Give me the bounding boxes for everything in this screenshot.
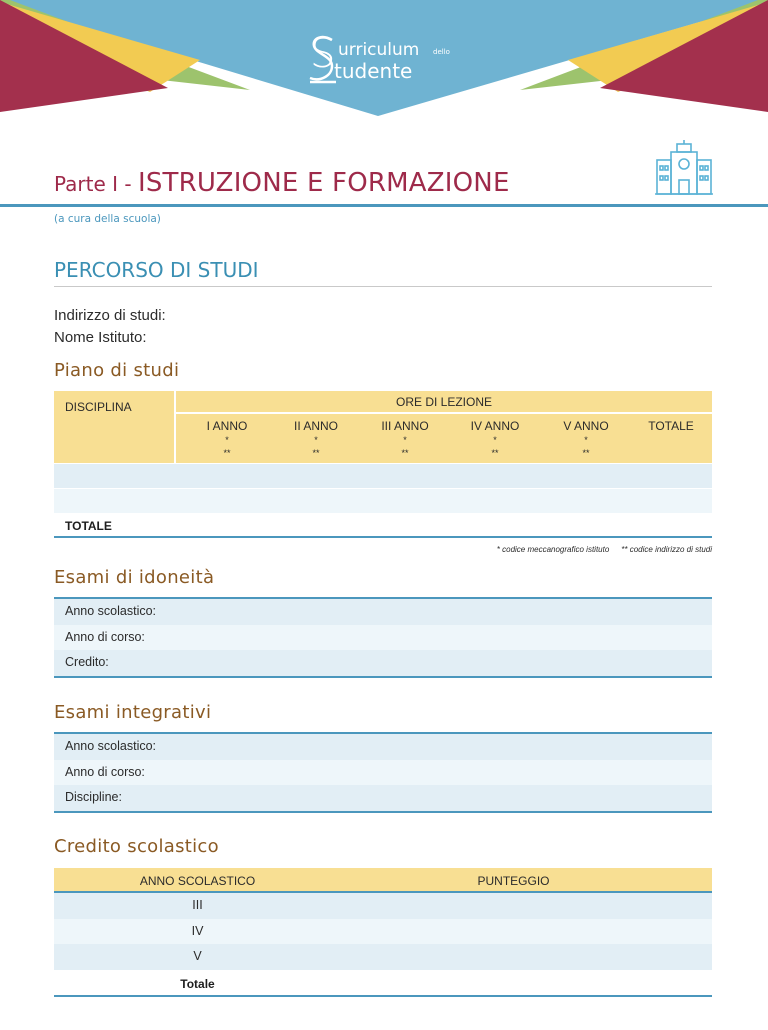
- col-year-5: V ANNO: [563, 419, 609, 433]
- percorso-divider: [54, 286, 712, 287]
- credito-row-label: III: [192, 898, 203, 912]
- credito-row-label: IV: [191, 923, 204, 938]
- piano-footnotes: [54, 545, 712, 554]
- year3-star2: **: [401, 448, 409, 458]
- list-item: Discipline:: [54, 785, 712, 811]
- year5-star2: **: [582, 448, 590, 458]
- logo-letter-s1: S: [310, 31, 336, 77]
- col-year-1: I ANNO: [206, 419, 248, 433]
- col-ore-lezione: ORE DI LEZIONE: [395, 395, 493, 409]
- integrativi-table: [54, 732, 712, 813]
- year1-star1: *: [225, 435, 229, 445]
- logo-word-tudente: tudente: [334, 59, 413, 83]
- year2-star2: **: [312, 448, 320, 458]
- list-item: Anno scolastico:: [54, 599, 712, 625]
- piano-totale-label: TOTALE: [65, 519, 112, 533]
- credito-totale-row: [54, 970, 712, 997]
- logo-word-urriculum: urriculum: [338, 40, 420, 60]
- table-row: [54, 488, 712, 513]
- list-item: Anno scolastico:: [54, 734, 712, 760]
- footnote-1: * codice meccanografico istituto: [496, 545, 610, 554]
- year4-star1: *: [493, 435, 497, 445]
- piano-totale-row: [54, 513, 712, 538]
- year1-star2: **: [223, 448, 231, 458]
- school-building-icon: [655, 140, 713, 198]
- table-row: [54, 893, 712, 919]
- col-anno-scolastico: ANNO SCOLASTICO: [139, 874, 256, 888]
- piano-title: Piano di studi: [54, 360, 180, 381]
- col-year-2: II ANNO: [293, 419, 338, 433]
- table-row: [54, 919, 712, 945]
- part-label: Parte I -: [54, 172, 138, 196]
- percorso-title: PERCORSO DI STUDI: [54, 258, 259, 282]
- col-punteggio: PUNTEGGIO: [477, 874, 550, 888]
- credito-table: [54, 868, 712, 997]
- list-item: Anno di corso:: [54, 625, 712, 651]
- piano-table: [54, 391, 712, 538]
- year3-star1: *: [403, 435, 407, 445]
- indirizzo-label: Indirizzo di studi:: [54, 307, 166, 324]
- idoneita-title: Esami di idoneità: [54, 567, 215, 588]
- year4-star2: **: [491, 448, 499, 458]
- credito-table-header: [54, 868, 712, 893]
- year5-star1: *: [584, 435, 588, 445]
- header-horizontal-divider: [176, 412, 712, 414]
- section-title-istruzione: ISTRUZIONE E FORMAZIONE: [137, 168, 510, 198]
- table-row: [54, 944, 712, 970]
- credito-row-label: V: [193, 949, 202, 963]
- table-row: [54, 463, 712, 488]
- col-disciplina: DISCIPLINA: [65, 400, 132, 414]
- istituto-label: Nome Istituto:: [54, 329, 147, 346]
- logo-s-shape: [308, 31, 338, 86]
- page-heading: [54, 168, 510, 198]
- heading-divider: [0, 204, 768, 207]
- year2-star1: *: [314, 435, 318, 445]
- heading-caption: (a cura della scuola): [54, 213, 161, 225]
- list-item: Credito:: [54, 650, 712, 676]
- col-year-3: III ANNO: [381, 419, 429, 433]
- integrativi-title: Esami integrativi: [54, 702, 212, 723]
- credito-title: Credito scolastico: [54, 836, 219, 857]
- logo-word-dello: dello: [433, 48, 450, 56]
- col-totale: TOTALE: [648, 419, 694, 433]
- footnote-2: ** codice indirizzo di studi: [621, 545, 712, 554]
- curriculum-logo: [300, 30, 470, 90]
- list-item: Anno di corso:: [54, 760, 712, 786]
- piano-table-header: [54, 391, 712, 463]
- idoneita-table: [54, 597, 712, 678]
- credito-totale-label: Totale: [180, 976, 215, 991]
- col-year-4: IV ANNO: [470, 419, 520, 433]
